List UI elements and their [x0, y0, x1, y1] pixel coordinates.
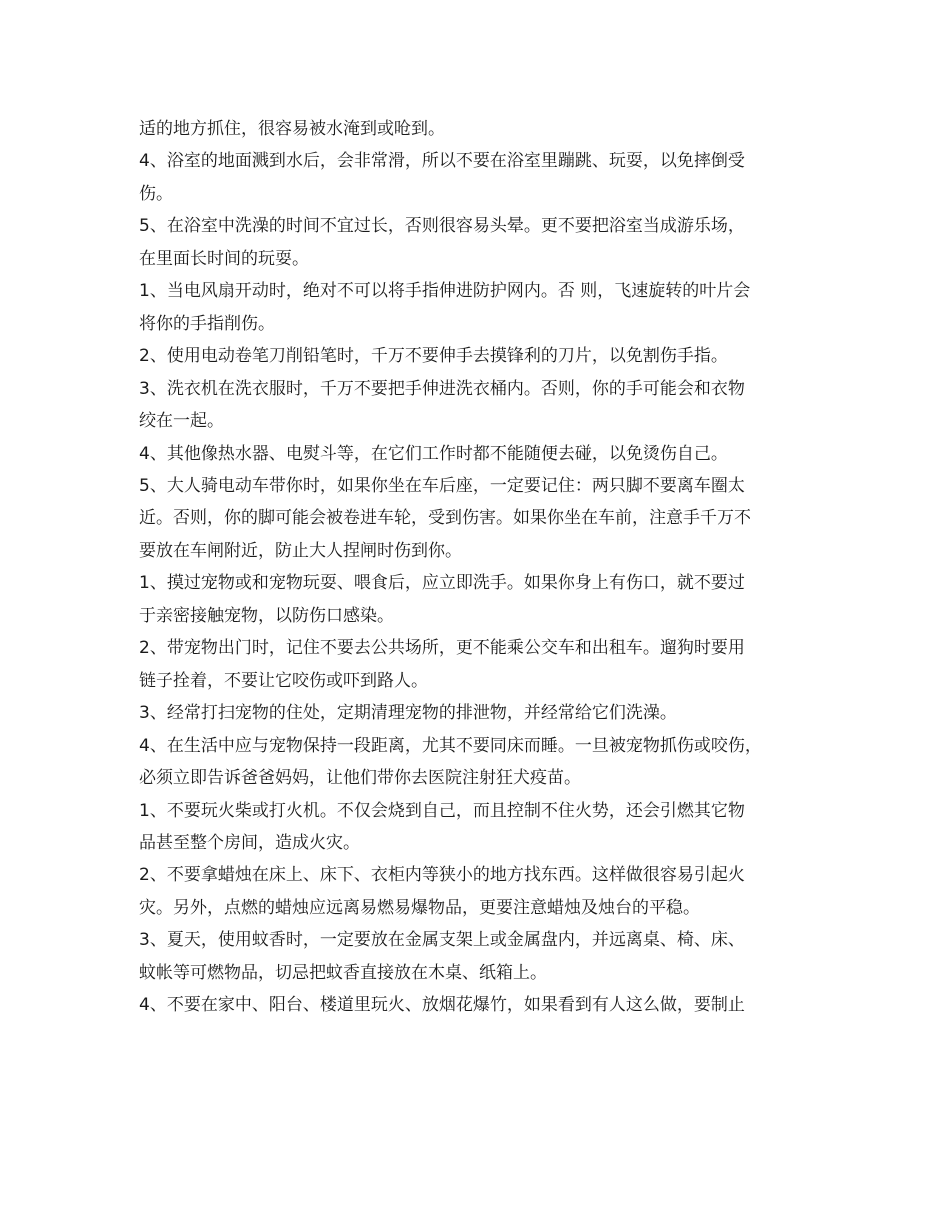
text-line: 4、其他像热水器、电熨斗等，在它们工作时都不能随便去碰，以免烫伤自己。 — [139, 443, 728, 464]
text-line: 4、不要在家中、阳台、楼道里玩火、放烟花爆竹，如果看到有人这么做，要制止 — [139, 995, 745, 1016]
text-line: 将你的手指削伤。 — [139, 313, 275, 334]
text-line: 2、不要拿蜡烛在床上、床下、衣柜内等狭小的地方找东西。这样做很容易引起火 — [139, 865, 745, 886]
text-line: 1、不要玩火柴或打火机。不仅会烧到自己，而且控制不住火势，还会引燃其它物 — [139, 800, 745, 821]
text-line: 蚊帐等可燃物品，切忌把蚊香直接放在木桌、纸箱上。 — [139, 962, 547, 983]
text-line: 2、使用电动卷笔刀削铅笔时，千万不要伸手去摸锋利的刀片，以免割伤手指。 — [139, 346, 728, 367]
text-line: 链子拴着，不要让它咬伤或吓到路人。 — [139, 670, 428, 691]
text-line: 必须立即告诉爸爸妈妈，让他们带你去医院注射狂犬疫苗。 — [139, 768, 581, 789]
text-line: 绞在一起。 — [139, 411, 224, 432]
text-line: 近。否则，你的脚可能会被卷进车轮，受到伤害。如果你坐在车前，注意手千万不 — [139, 508, 751, 529]
text-line: 适的地方抓住，很容易被水淹到或呛到。 — [139, 119, 445, 139]
text-line: 灾。另外，点燃的蜡烛应远离易燃易爆物品，更要注意蜡烛及烛台的平稳。 — [139, 897, 700, 918]
text-line: 2、带宠物出门时，记住不要去公共场所，更不能乘公交车和出租车。遛狗时要用 — [139, 638, 745, 659]
text-line: 在里面长时间的玩耍。 — [139, 248, 309, 269]
text-line: 品甚至整个房间，造成火灾。 — [139, 832, 360, 853]
text-line: 4、在生活中应与宠物保持一段距离，尤其不要同床而睡。一旦被宠物抓伤或咬伤， — [139, 735, 762, 756]
text-line: 于亲密接触宠物，以防伤口感染。 — [139, 605, 394, 626]
text-line: 3、洗衣机在洗衣服时，千万不要把手伸进洗衣桶内。否则，你的手可能会和衣物 — [139, 378, 745, 399]
text-line: 1、摸过宠物或和宠物玩耍、喂食后，应立即洗手。如果你身上有伤口，就不要过 — [139, 573, 745, 594]
text-line: 5、大人骑电动车带你时，如果你坐在车后座，一定要记住：两只脚不要离车圈太 — [139, 475, 745, 496]
text-line: 3、经常打扫宠物的住处，定期清理宠物的排泄物，并经常给它们洗澡。 — [139, 703, 677, 724]
text-line: 5、在浴室中洗澡的时间不宜过长，否则很容易头晕。更不要把浴室当成游乐场， — [139, 216, 745, 237]
text-line: 3、夏天，使用蚊香时，一定要放在金属支架上或金属盘内，并远离桌、椅、床、 — [139, 930, 745, 951]
document-body — [139, 113, 829, 1022]
text-line: 要放在车闸附近，防止大人捏闸时伤到你。 — [139, 540, 462, 561]
text-line: 4、浴室的地面溅到水后，会非常滑，所以不要在浴室里蹦跳、玩耍，以免摔倒受 — [139, 151, 745, 172]
text-line: 1、当电风扇开动时，绝对不可以将手指伸进防护网内。否 则，飞速旋转的叶片会 — [139, 281, 751, 302]
text-line: 伤。 — [139, 183, 173, 204]
